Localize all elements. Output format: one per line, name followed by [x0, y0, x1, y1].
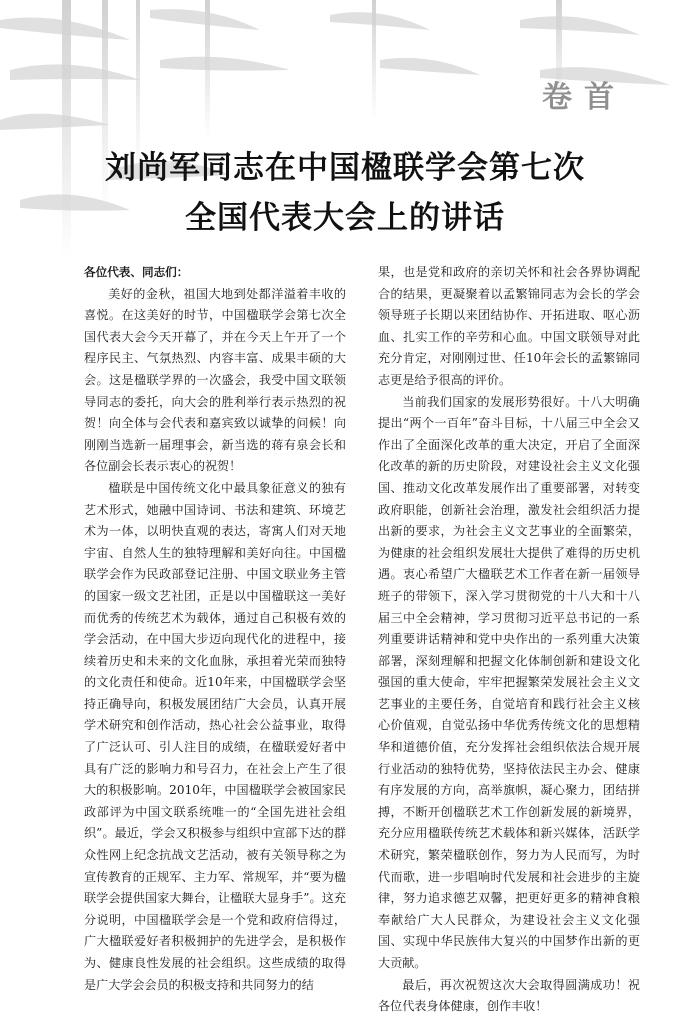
section-label: 卷首 [542, 80, 626, 115]
salutation: 各位代表、同志们： [84, 265, 189, 279]
paragraph: 最后，再次祝贺这次大会取得圆满成功！祝各位代表身体健康，创作丰收！ [378, 977, 640, 1014]
paragraph: 楹联是中国传统文化中最具象征意义的独有艺术形式，她融中国诗词、书法和建筑、环境艺术为一体，以明快直观的表达，寄寓人们对天地宇宙、自然人生的独特理解和美好向往。中国楹联学会作为民政部登记注册、中国文联业务主管的国家一级文艺社团，正是以中国楹联这一美好而优秀的传统艺术为载体，通过自己积极有效的学会活动，在中国大步迈向现代化的进程中，接续着历史和未来的文化血脉，承担着光荣而独特的文化责任和使命。近10年来，中国楹联学会坚持正确导向，积极发展团结广大会员，认真开展学术研究和创作活动，热心社会公益事业，取得了广泛认可、引人注目的成绩，在楹联爱好者中具有广泛的影响力和号召力，在社会上产生了很大的积极影响。2010年，中国楹联学会被国家民政部评为中国文联系统唯一的“全国先进社会组织”。最近，学会又积极参与组织中宣部下达的群众性网上纪念抗战文艺活动，被有关领导称之为宣传教育的正规军、主力军、常规军，并“要为楹联学会提供国家大舞台，让楹联大显身手”。这充分说明，中国楹联学会是一个党和政府信得过，广大楹联爱好者积极拥护的先进学会，是积极作为、健康良性发展的社会组织。这些成绩的取得是广大学会会员的积极支持和共同努力的结 [84, 480, 346, 992]
paragraph: 美好的金秋，祖国大地到处都洋溢着丰收的喜悦。在这美好的时节，中国楹联学会第七次全国代表大会今天开幕了，并在今天上午开了一个程序民主、气氛热烈、内容丰富、成果丰硕的大会。这是楹联学界的一次盛会，我受中国文联领导同志的委托，向大会的胜利举行表示热烈的祝贺！向全体与会代表和嘉宾致以诚挚的问候！向刚刚当选新一届理事会，新当选的蒋有泉会长和各位副会长表示衷心的祝贺！ [84, 286, 346, 474]
article-title-line-2: 全国代表大会上的讲话 [185, 200, 505, 236]
paragraph: 当前我们国家的发展形势很好。十八大明确提出“两个一百年”奋斗目标，十八届三中全会又作出了全面深化改革的重大决定，开启了全面深化改革的新的历史阶段，对建设社会主义文化强国、推动文化改革发展作出了重要部署，对转变政府职能，创新社会治理，激发社会组织活力提出新的要求，为社会主义文艺事业的全面繁荣，为健康的社会组织发展壮大提供了难得的历史机遇。衷心希望广大楹联艺术工作者在新一届领导班子的带领下，深入学习贯彻党的十八大和十八届三中全会精神，学习贯彻习近平总书记的一系列重要讲话精神和党中央作出的一系列重大决策部署，深刻理解和把握文化体制创新和建设文化强国的重大使命，牢牢把握繁荣发展社会主义文艺事业的主要任务，自觉培育和践行社会主义核心价值观，自觉弘扬中华优秀传统文化的思想精华和道德价值，充分发挥社会组织依法合规开展行业活动的独特优势，坚持依法民主办会、健康有序发展的方向，高举旗帜，凝心聚力，团结拼搏，不断开创楹联艺术工作创新发展的新境界，充分应用楹联传统艺术载体和新兴媒体，活跃学术研究，繁荣楹联创作，努力为人民而写，为时代而歌，进一步唱响时代发展和社会进步的主旋律，努力追求德艺双馨，把更好更多的精神食粮奉献给广大人民群众，为建设社会主义文化强国、实现中华民族伟大复兴的中国梦作出新的更大贡献。 [378, 394, 640, 970]
right-column [378, 262, 640, 1018]
left-column [84, 262, 346, 996]
article-title-line-1: 刘尚军同志在中国楹联学会第七次 [105, 150, 585, 186]
paragraph-continuation: 果，也是党和政府的亲切关怀和社会各界协调配合的结果，更凝聚着以孟繁锦同志为会长的学会领导班子长期以来团结协作、开拓进取、呕心沥血、扎实工作的辛劳和心血。中国文联领导对此充分肯定，对刚刚过世、任10年会长的孟繁锦同志更是给予很高的评价。 [378, 265, 640, 387]
